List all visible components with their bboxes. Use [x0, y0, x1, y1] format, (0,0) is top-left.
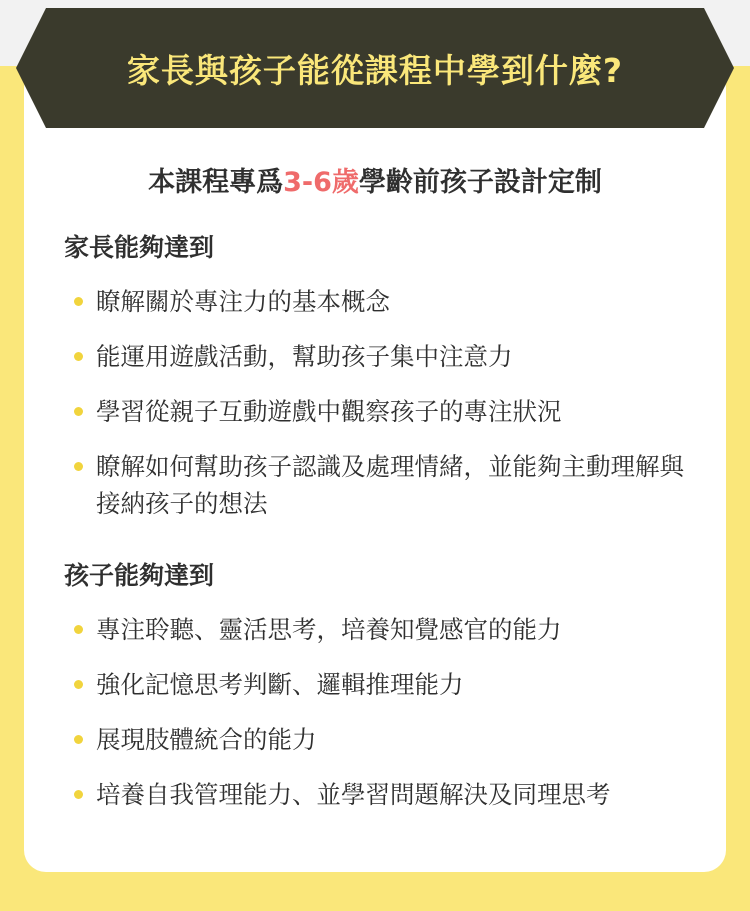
list-item-text: 瞭解關於專注力的基本概念 — [96, 287, 390, 316]
list-item-text: 學習從親子互動遊戲中觀察孩子的專注狀況 — [96, 397, 562, 426]
list-item — [72, 393, 702, 430]
bullet-dot-icon — [74, 625, 83, 634]
intro-age-highlight: 3-6歲 — [283, 167, 359, 198]
list-item — [72, 721, 702, 758]
bullet-dot-icon — [74, 680, 83, 689]
list-item — [72, 338, 702, 375]
list-item-text: 瞭解如何幫助孩子認識及處理情緒，並能夠主動理解與接納孩子的想法 — [96, 452, 684, 518]
children-list — [72, 611, 702, 831]
list-item-text: 專注聆聽、靈活思考，培養知覺感官的能力 — [96, 615, 562, 644]
parents-heading: 家長能夠達到 — [64, 233, 215, 262]
list-item — [72, 611, 702, 648]
parents-list — [72, 283, 702, 540]
list-item-text: 能運用遊戲活動，幫助孩子集中注意力 — [96, 342, 513, 371]
bullet-dot-icon — [74, 735, 83, 744]
list-item — [72, 666, 702, 703]
bullet-dot-icon — [74, 352, 83, 361]
title-banner — [16, 8, 734, 128]
list-item-text: 培養自我管理能力、並學習問題解決及同理思考 — [96, 780, 611, 809]
children-heading: 孩子能夠達到 — [64, 561, 215, 590]
bullet-dot-icon — [74, 790, 83, 799]
list-item — [72, 283, 702, 320]
bullet-dot-icon — [74, 462, 83, 471]
intro-suffix: 學齡前孩子設計定制 — [358, 167, 602, 198]
list-item — [72, 776, 702, 813]
list-item-text: 強化記憶思考判斷、邏輯推理能力 — [96, 670, 464, 699]
intro-line — [24, 160, 726, 199]
banner-title: 家長與孩子能從課程中學到什麼? — [126, 50, 624, 90]
list-item — [72, 448, 702, 522]
list-item-text: 展現肢體統合的能力 — [96, 725, 317, 754]
intro-prefix: 本課程專爲 — [148, 167, 284, 198]
bullet-dot-icon — [74, 297, 83, 306]
bullet-dot-icon — [74, 407, 83, 416]
